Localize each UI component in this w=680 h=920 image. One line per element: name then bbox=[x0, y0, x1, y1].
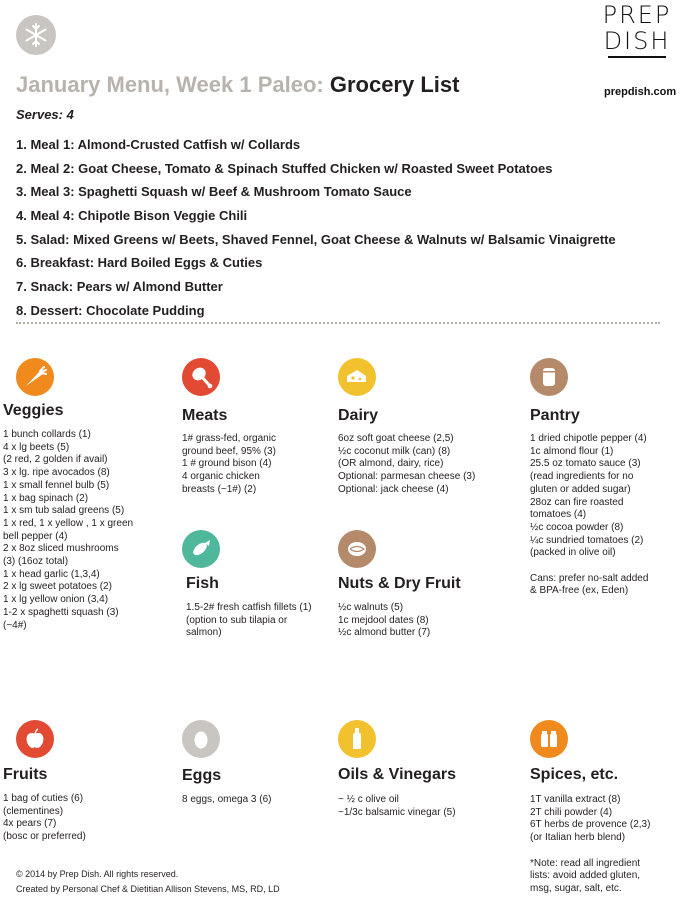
list-item: 1 x head garlic (1,3,4) bbox=[3, 568, 100, 580]
category-title-dairy: Dairy bbox=[338, 407, 379, 424]
eggs-list bbox=[182, 794, 272, 807]
list-item: 28oz can fire roasted bbox=[530, 496, 624, 508]
list-item: (packed in olive oil) bbox=[530, 547, 616, 559]
fruits-list bbox=[3, 793, 86, 844]
category-title-meats: Meats bbox=[182, 407, 228, 424]
category-title-nuts: Nuts & Dry Fruit bbox=[338, 575, 461, 592]
list-item: 2 x 8oz sliced mushrooms bbox=[3, 543, 119, 555]
category-title-oils: Oils & Vinegars bbox=[338, 766, 456, 783]
drumstick-icon bbox=[182, 358, 220, 396]
meal-item: 3. Meal 3: Spaghetti Squash w/ Beef & Mushroom Tomato Sauce bbox=[16, 184, 412, 200]
serves-label: Serves: 4 bbox=[16, 107, 74, 122]
oils-list bbox=[338, 794, 456, 819]
list-item: (clementines) bbox=[3, 805, 64, 817]
list-item: ground beef, 95% (3) bbox=[182, 445, 276, 457]
title-main: Grocery List bbox=[329, 72, 460, 97]
list-item: ½c cocoa powder (8) bbox=[530, 521, 624, 533]
list-item: tomatoes (4) bbox=[530, 509, 587, 521]
list-spacer bbox=[530, 560, 648, 573]
category-title-fruits: Fruits bbox=[3, 766, 48, 783]
list-item: 1 x small fennel bulb (5) bbox=[3, 479, 110, 491]
list-item: *Note: read all ingredient bbox=[530, 857, 641, 869]
list-item: 4x pears (7) bbox=[3, 818, 57, 830]
list-item: ¼c sundried tomatoes (2) bbox=[530, 534, 644, 546]
list-item: 1 # ground bison (4) bbox=[182, 458, 272, 470]
list-item: ½c almond butter (7) bbox=[338, 627, 431, 639]
nuts-list bbox=[338, 602, 430, 640]
meal-item: 6. Breakfast: Hard Boiled Eggs & Cuties bbox=[16, 255, 263, 271]
list-item: ½c walnuts (5) bbox=[338, 602, 404, 613]
bottle-icon bbox=[338, 720, 376, 758]
category-title-spices: Spices, etc. bbox=[530, 766, 619, 783]
list-item: 1 x lg yellow onion (3,4) bbox=[3, 594, 109, 606]
page-title bbox=[16, 72, 459, 98]
list-item: (read ingredients for no bbox=[530, 471, 634, 483]
list-item: ½c coconut milk (can) (8) bbox=[338, 445, 451, 457]
logo-plate-line bbox=[608, 56, 666, 58]
title-prefix: January Menu, Week 1 Paleo: bbox=[16, 72, 324, 97]
category-title-veggies: Veggies bbox=[3, 402, 64, 419]
logo-word-dish: DISH bbox=[603, 27, 671, 55]
meal-item: 7. Snack: Pears w/ Almond Butter bbox=[16, 279, 223, 295]
list-item: 1 bag of cuties (6) bbox=[3, 793, 84, 804]
pantry-list bbox=[530, 433, 648, 598]
meal-item: 4. Meal 4: Chipotle Bison Veggie Chili bbox=[16, 208, 248, 224]
list-item: gluten or added sugar) bbox=[530, 483, 631, 495]
list-item: 2 x lg sweet potatoes (2) bbox=[3, 581, 112, 593]
copyright-text: © 2014 by Prep Dish. All rights reserved. bbox=[16, 869, 179, 879]
list-item: 1T vanilla extract (8) bbox=[530, 794, 621, 805]
list-item: Cans: prefer no-salt added bbox=[530, 572, 649, 584]
veggies-list bbox=[3, 429, 133, 632]
jar-icon bbox=[530, 358, 568, 396]
list-item: 1# grass-fed, organic bbox=[182, 433, 276, 444]
list-item: bell pepper (4) bbox=[3, 530, 68, 542]
list-item: (bosc or preferred) bbox=[3, 831, 86, 843]
fish-icon bbox=[182, 530, 220, 568]
list-item: 8 eggs, omega 3 (6) bbox=[182, 794, 272, 805]
list-item: 1c almond flour (1) bbox=[530, 445, 614, 457]
list-item: 6T herbs de provence (2,3) bbox=[530, 819, 651, 831]
list-item: Optional: jack cheese (4) bbox=[338, 483, 449, 495]
logo-word-prep: PREP bbox=[602, 1, 672, 29]
list-item: lists: avoid added gluten, bbox=[530, 870, 641, 882]
snowflake-icon bbox=[16, 15, 56, 55]
list-item: 1 bunch collards (1) bbox=[3, 429, 91, 440]
list-item: 1 x red, 1 x yellow , 1 x green bbox=[3, 517, 134, 529]
meal-item: 2. Meal 2: Goat Cheese, Tomato & Spinach Stuffed Chicken w/ Roasted Sweet Potatoes bbox=[16, 160, 553, 176]
spices-list bbox=[530, 794, 650, 896]
list-item: 4 organic chicken bbox=[182, 471, 260, 483]
list-item: 1 x bag spinach (2) bbox=[3, 492, 89, 504]
list-item: (or Italian herb blend) bbox=[530, 832, 626, 844]
list-item: 3 x lg. ripe avocados (8) bbox=[3, 467, 110, 479]
meats-list bbox=[182, 433, 276, 497]
list-item: 1.5-2# fresh catfish fillets (1) bbox=[186, 602, 312, 613]
dotted-divider bbox=[16, 322, 660, 324]
list-item: salmon) bbox=[186, 627, 222, 639]
category-title-pantry: Pantry bbox=[530, 407, 580, 424]
meal-list bbox=[16, 136, 656, 326]
category-title-eggs: Eggs bbox=[182, 767, 222, 784]
apple-icon bbox=[16, 720, 54, 758]
fish-list bbox=[186, 602, 312, 640]
list-item: 25.5 oz tomato sauce (3) bbox=[530, 458, 641, 470]
list-item: 1c mejdool dates (8) bbox=[338, 614, 429, 626]
list-item: ~ ½ c olive oil bbox=[338, 794, 399, 805]
meal-item: 8. Dessert: Chocolate Pudding bbox=[16, 302, 205, 318]
list-item: Optional: parmesan cheese (3) bbox=[338, 471, 476, 483]
cheese-icon bbox=[338, 358, 376, 396]
credit-text: Created by Personal Chef & Dietitian Allison Stevens, MS, RD, LD bbox=[16, 884, 280, 894]
list-item: msg, sugar, salt, etc. bbox=[530, 882, 622, 894]
meal-item: 5. Salad: Mixed Greens w/ Beets, Shaved Fennel, Goat Cheese & Walnuts w/ Balsamic Vinaigrette bbox=[16, 231, 616, 247]
list-item: (2 red, 2 golden if avail) bbox=[3, 454, 108, 466]
list-item: breasts (~1#) (2) bbox=[182, 483, 257, 495]
list-item: (~4#) bbox=[3, 619, 27, 631]
walnut-icon bbox=[338, 530, 376, 568]
list-item: 1 x sm tub salad greens (5) bbox=[3, 505, 125, 517]
list-item: 1-2 x spaghetti squash (3) bbox=[3, 606, 119, 618]
meal-item: 1. Meal 1: Almond-Crusted Catfish w/ Collards bbox=[16, 137, 301, 152]
list-item: (3) (16oz total) bbox=[3, 556, 69, 568]
list-item: (option to sub tilapia or bbox=[186, 614, 288, 626]
list-item: (OR almond, dairy, rice) bbox=[338, 458, 444, 470]
site-link[interactable]: prepdish.com bbox=[604, 86, 677, 98]
prep-dish-logo bbox=[600, 2, 674, 58]
category-title-fish: Fish bbox=[186, 575, 219, 592]
list-item: 4 x lg beets (5) bbox=[3, 441, 70, 453]
list-item: 6oz soft goat cheese (2,5) bbox=[338, 433, 454, 444]
list-item: & BPA-free (ex, Eden) bbox=[530, 585, 629, 597]
list-item: 2T chili powder (4) bbox=[530, 806, 613, 818]
list-spacer bbox=[530, 845, 650, 858]
spice-shakers-icon bbox=[530, 720, 568, 758]
list-item: ~1/3c balsamic vinegar (5) bbox=[338, 806, 456, 818]
dairy-list bbox=[338, 433, 475, 497]
egg-icon bbox=[182, 720, 220, 758]
carrot-icon bbox=[16, 358, 54, 396]
list-item: 1 dried chipotle pepper (4) bbox=[530, 433, 647, 444]
